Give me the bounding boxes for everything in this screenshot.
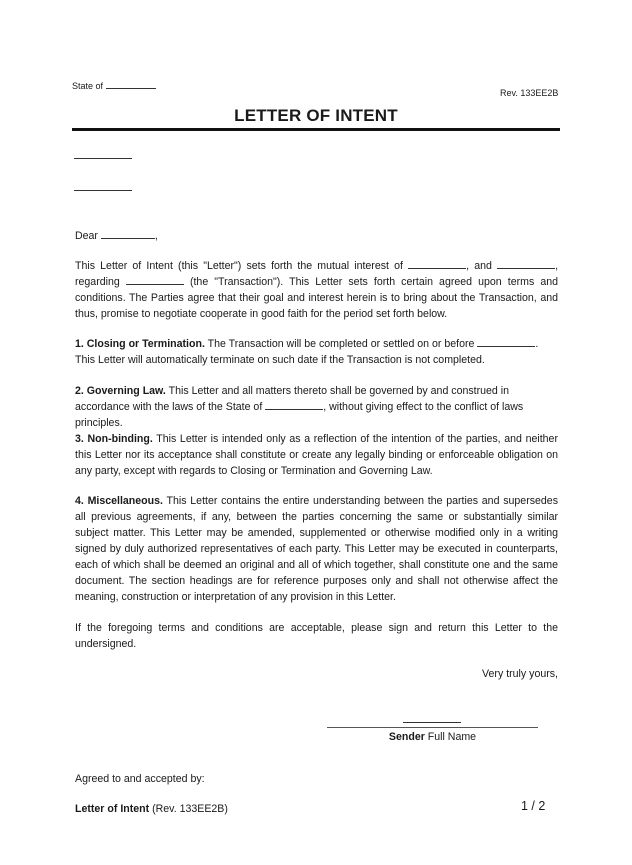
closing-date-blank[interactable] xyxy=(477,336,535,347)
section-heading: 2. Governing Law. xyxy=(75,385,166,397)
dear-label: Dear xyxy=(75,230,98,242)
sender-signature-blank[interactable] xyxy=(403,722,461,723)
recipient-name-blank[interactable] xyxy=(101,228,155,239)
section-miscellaneous: 4. Miscellaneous. This Letter contains the entire understanding between the parties and supersedes all previous agreements, if any, between the parties concerning the same or substantially similar subject matter. This Letter may be amended, supplemented or otherwise modified only in a writing signed by duly authorized representatives of each party. This Letter may be executed in counterparts, each of which shall be deemed an original and all of which together, shall constitute one and the same document. The section headings are for reference purposes only and shall not otherwise affect the meaning, construction or interpretation of any provision in this Letter. xyxy=(75,495,558,603)
party-two-blank[interactable] xyxy=(497,258,555,269)
section-governing-law: 2. Governing Law. This Letter and all matters thereto shall be governed by and construed in accordance with the laws of the State of , without giving effect to the conflict of laws principles. xyxy=(75,385,524,429)
section-heading: 1. Closing or Termination. xyxy=(75,338,205,350)
party-one-blank[interactable] xyxy=(408,258,466,269)
state-of-field xyxy=(72,80,156,91)
recipient-address-blank-2[interactable] xyxy=(74,190,132,191)
closing-paragraph: If the foregoing terms and conditions are acceptable, please sign and return this Letter to the undersigned. xyxy=(75,622,558,650)
transaction-blank[interactable] xyxy=(126,274,184,285)
section-non-binding: 3. Non-binding. This Letter is intended only as a reflection of the intention of the parties, and neither this Letter nor its acceptance shall constitute or create any legally binding or enforceable obligation on any party, except with regards to Closing or Termination and Governing Law. xyxy=(75,433,558,477)
signature-label: Sender Full Name xyxy=(388,731,477,743)
valediction: Very truly yours, xyxy=(482,668,558,680)
acceptance-label: Agreed to and accepted by: xyxy=(75,773,205,785)
section-closing-termination: 1. Closing or Termination. The Transaction will be completed or settled on or before . This Letter will automatically terminate on such date if the Transaction is not completed. xyxy=(75,338,539,366)
page-number: 1 / 2 xyxy=(521,799,546,813)
state-label: State of xyxy=(72,81,104,91)
recipient-address-blank-1[interactable] xyxy=(74,158,132,159)
title-divider xyxy=(72,128,560,131)
state-blank[interactable] xyxy=(106,80,156,89)
page-title: LETTER OF INTENT xyxy=(234,106,398,125)
footer-document-name: Letter of Intent (Rev. 133EE2B) xyxy=(75,803,228,815)
governing-state-blank[interactable] xyxy=(265,399,323,410)
intro-paragraph: This Letter of Intent (this "Letter") sets forth the mutual interest of , and , regarding (the "Transaction"). This Letter sets forth certain agreed upon terms and conditions. The Parties agree that their goal and interest herein is to bring about the Transaction, and thus, promise to negotiate cooperate in good faith for the period set forth below. xyxy=(75,260,559,320)
section-heading: 3. Non-binding. xyxy=(75,433,153,445)
signature-line[interactable] xyxy=(327,727,538,728)
section-heading: 4. Miscellaneous. xyxy=(75,495,163,507)
revision-code: Rev. 133EE2B xyxy=(500,88,559,98)
salutation: Dear , xyxy=(75,230,158,242)
